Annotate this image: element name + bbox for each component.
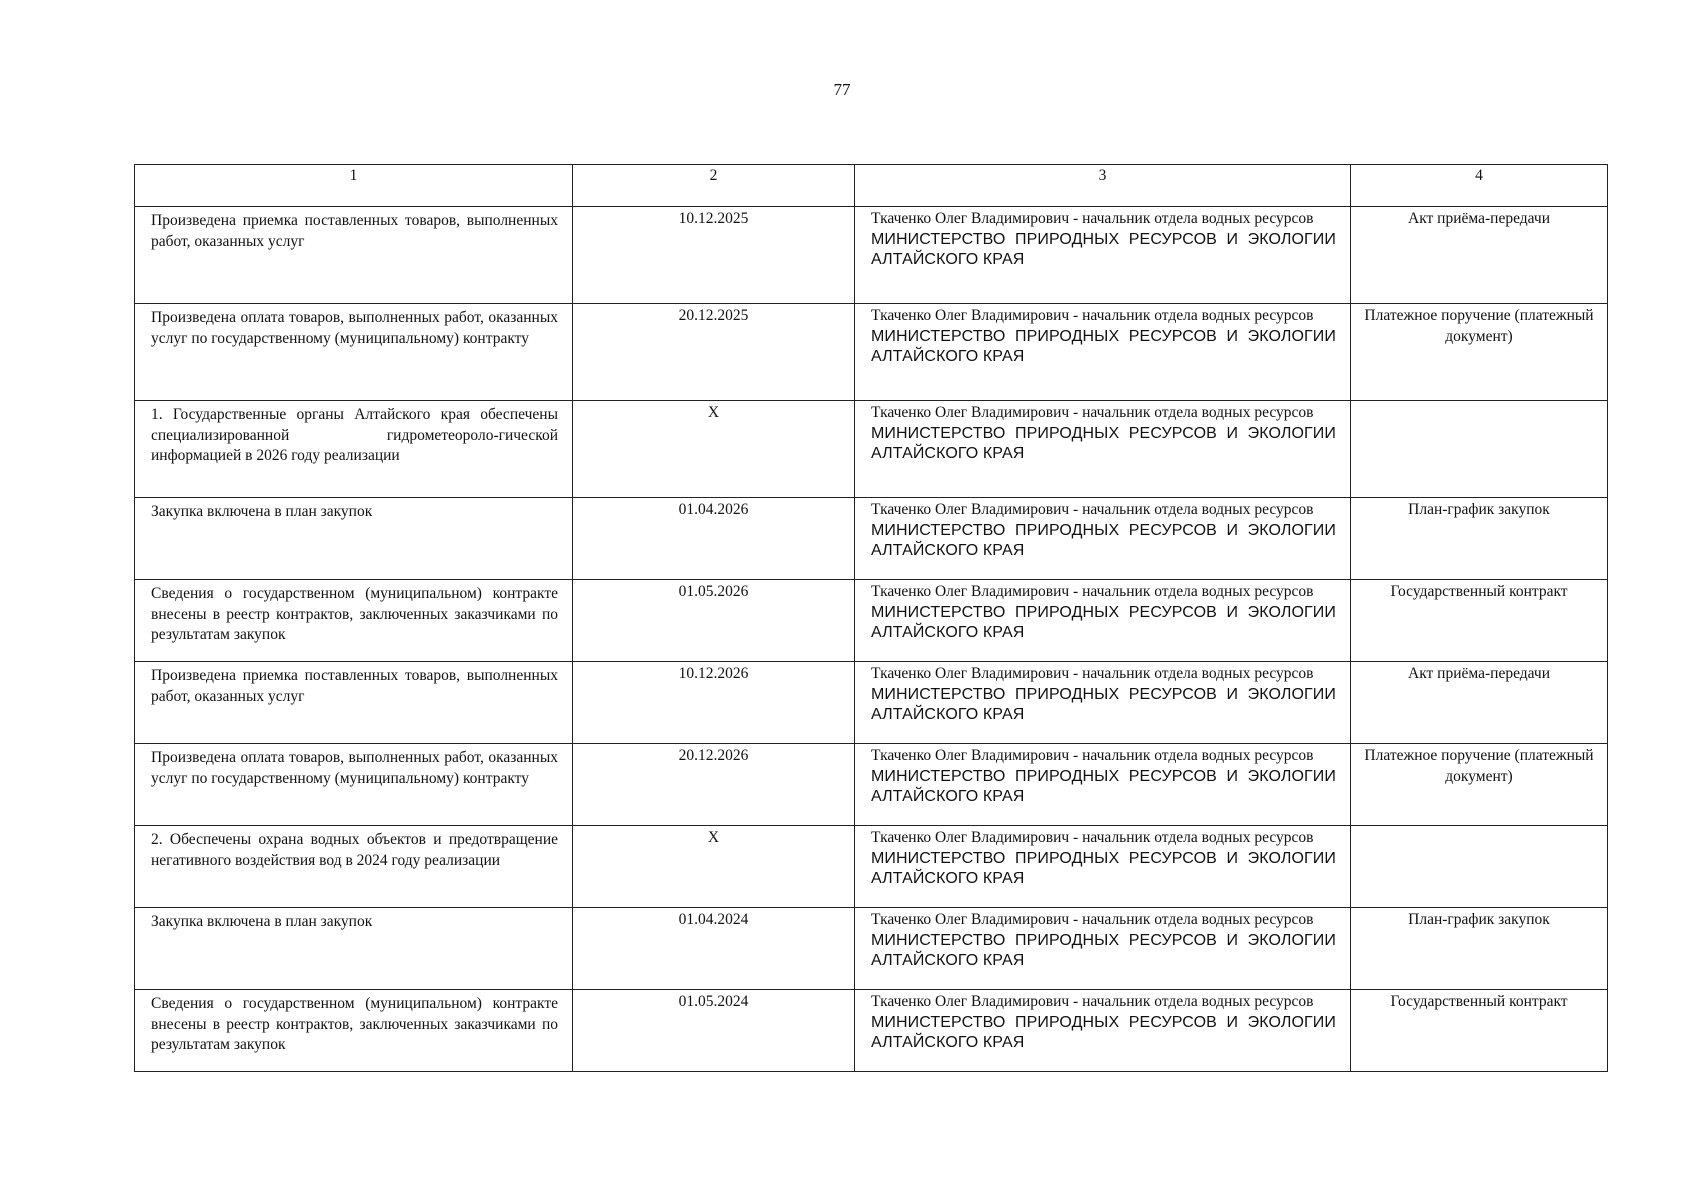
responsible-organization: МИНИСТЕРСТВО ПРИРОДНЫХ РЕСУРСОВ И ЭКОЛОГИИ АЛТАЙСКОГО КРАЯ — [871, 1013, 1336, 1051]
responsible-organization: МИНИСТЕРСТВО ПРИРОДНЫХ РЕСУРСОВ И ЭКОЛОГИИ АЛТАЙСКОГО КРАЯ — [871, 230, 1336, 268]
confirming-document: План-график закупок — [1351, 498, 1608, 580]
confirming-document: Платежное поручение (платежный документ) — [1351, 304, 1608, 401]
responsible-cell — [855, 908, 1351, 990]
confirming-document: Государственный контракт — [1351, 580, 1608, 662]
responsible-cell — [855, 826, 1351, 908]
event-date: 01.04.2026 — [573, 498, 855, 580]
responsible-cell — [855, 990, 1351, 1072]
event-date: X — [573, 401, 855, 498]
event-date: X — [573, 826, 855, 908]
responsible-cell — [855, 580, 1351, 662]
confirming-document — [1351, 401, 1608, 498]
responsible-organization: МИНИСТЕРСТВО ПРИРОДНЫХ РЕСУРСОВ И ЭКОЛОГИИ АЛТАЙСКОГО КРАЯ — [871, 521, 1336, 559]
event-date: 20.12.2025 — [573, 304, 855, 401]
confirming-document — [1351, 826, 1608, 908]
event-description: Закупка включена в план закупок — [135, 498, 573, 580]
confirming-document: Государственный контракт — [1351, 990, 1608, 1072]
event-date: 01.04.2024 — [573, 908, 855, 990]
event-date: 01.05.2024 — [573, 990, 855, 1072]
event-description: Произведена приемка поставленных товаров, выполненных работ, оказанных услуг — [135, 207, 573, 304]
responsible-cell — [855, 401, 1351, 498]
responsible-organization: МИНИСТЕРСТВО ПРИРОДНЫХ РЕСУРСОВ И ЭКОЛОГИИ АЛТАЙСКОГО КРАЯ — [871, 424, 1336, 462]
table-row — [135, 662, 1608, 744]
table-row — [135, 304, 1608, 401]
event-description: Сведения о государственном (муниципальном) контракте внесены в реестр контрактов, заключенных заказчиками по результатам закупок — [135, 580, 573, 662]
event-date: 10.12.2026 — [573, 662, 855, 744]
table-header — [135, 165, 1608, 207]
event-description: 1. Государственные органы Алтайского края обеспечены специализированной гидрометеороло-гической информацией в 2026 году реализации — [135, 401, 573, 498]
responsible-person: Ткаченко Олег Владимирович - начальник отдела водных ресурсов — [871, 747, 1314, 764]
table-row — [135, 580, 1608, 662]
table-row — [135, 990, 1608, 1072]
responsible-cell — [855, 498, 1351, 580]
event-description: Произведена оплата товаров, выполненных работ, оказанных услуг по государственному (муниципальному) контракту — [135, 744, 573, 826]
event-description: Произведена приемка поставленных товаров, выполненных работ, оказанных услуг — [135, 662, 573, 744]
responsible-person: Ткаченко Олег Владимирович - начальник отдела водных ресурсов — [871, 665, 1314, 682]
table-header-row — [135, 165, 1608, 207]
column-header-4: 4 — [1351, 165, 1608, 207]
responsible-cell — [855, 744, 1351, 826]
confirming-document: Акт приёма-передачи — [1351, 207, 1608, 304]
responsible-person: Ткаченко Олег Владимирович - начальник отдела водных ресурсов — [871, 911, 1314, 928]
table-body — [135, 207, 1608, 1072]
page-number: 77 — [833, 80, 851, 99]
responsible-organization: МИНИСТЕРСТВО ПРИРОДНЫХ РЕСУРСОВ И ЭКОЛОГИИ АЛТАЙСКОГО КРАЯ — [871, 685, 1336, 723]
event-date: 10.12.2025 — [573, 207, 855, 304]
table-row — [135, 744, 1608, 826]
column-header-2: 2 — [573, 165, 855, 207]
responsible-person: Ткаченко Олег Владимирович - начальник отдела водных ресурсов — [871, 307, 1314, 324]
table-row — [135, 908, 1608, 990]
event-description: Сведения о государственном (муниципальном) контракте внесены в реестр контрактов, заключенных заказчиками по результатам закупок — [135, 990, 573, 1072]
responsible-person: Ткаченко Олег Владимирович - начальник отдела водных ресурсов — [871, 404, 1314, 421]
column-header-3: 3 — [855, 165, 1351, 207]
activities-table — [134, 164, 1608, 1072]
table-row — [135, 498, 1608, 580]
event-date: 20.12.2026 — [573, 744, 855, 826]
responsible-person: Ткаченко Олег Владимирович - начальник отдела водных ресурсов — [871, 583, 1314, 600]
responsible-person: Ткаченко Олег Владимирович - начальник отдела водных ресурсов — [871, 829, 1314, 846]
column-header-1: 1 — [135, 165, 573, 207]
event-description: Закупка включена в план закупок — [135, 908, 573, 990]
event-description: 2. Обеспечены охрана водных объектов и предотвращение негативного воздействия вод в 2024 году реализации — [135, 826, 573, 908]
responsible-organization: МИНИСТЕРСТВО ПРИРОДНЫХ РЕСУРСОВ И ЭКОЛОГИИ АЛТАЙСКОГО КРАЯ — [871, 603, 1336, 641]
confirming-document: Акт приёма-передачи — [1351, 662, 1608, 744]
responsible-organization: МИНИСТЕРСТВО ПРИРОДНЫХ РЕСУРСОВ И ЭКОЛОГИИ АЛТАЙСКОГО КРАЯ — [871, 327, 1336, 365]
responsible-person: Ткаченко Олег Владимирович - начальник отдела водных ресурсов — [871, 993, 1314, 1010]
responsible-organization: МИНИСТЕРСТВО ПРИРОДНЫХ РЕСУРСОВ И ЭКОЛОГИИ АЛТАЙСКОГО КРАЯ — [871, 931, 1336, 969]
responsible-organization: МИНИСТЕРСТВО ПРИРОДНЫХ РЕСУРСОВ И ЭКОЛОГИИ АЛТАЙСКОГО КРАЯ — [871, 767, 1336, 805]
table-row — [135, 826, 1608, 908]
responsible-person: Ткаченко Олег Владимирович - начальник отдела водных ресурсов — [871, 501, 1314, 518]
responsible-cell — [855, 662, 1351, 744]
table-row — [135, 207, 1608, 304]
confirming-document: План-график закупок — [1351, 908, 1608, 990]
event-description: Произведена оплата товаров, выполненных работ, оказанных услуг по государственному (муниципальному) контракту — [135, 304, 573, 401]
confirming-document: Платежное поручение (платежный документ) — [1351, 744, 1608, 826]
responsible-cell — [855, 304, 1351, 401]
event-date: 01.05.2026 — [573, 580, 855, 662]
table-row — [135, 401, 1608, 498]
responsible-organization: МИНИСТЕРСТВО ПРИРОДНЫХ РЕСУРСОВ И ЭКОЛОГИИ АЛТАЙСКОГО КРАЯ — [871, 849, 1336, 887]
responsible-person: Ткаченко Олег Владимирович - начальник отдела водных ресурсов — [871, 210, 1314, 227]
responsible-cell — [855, 207, 1351, 304]
